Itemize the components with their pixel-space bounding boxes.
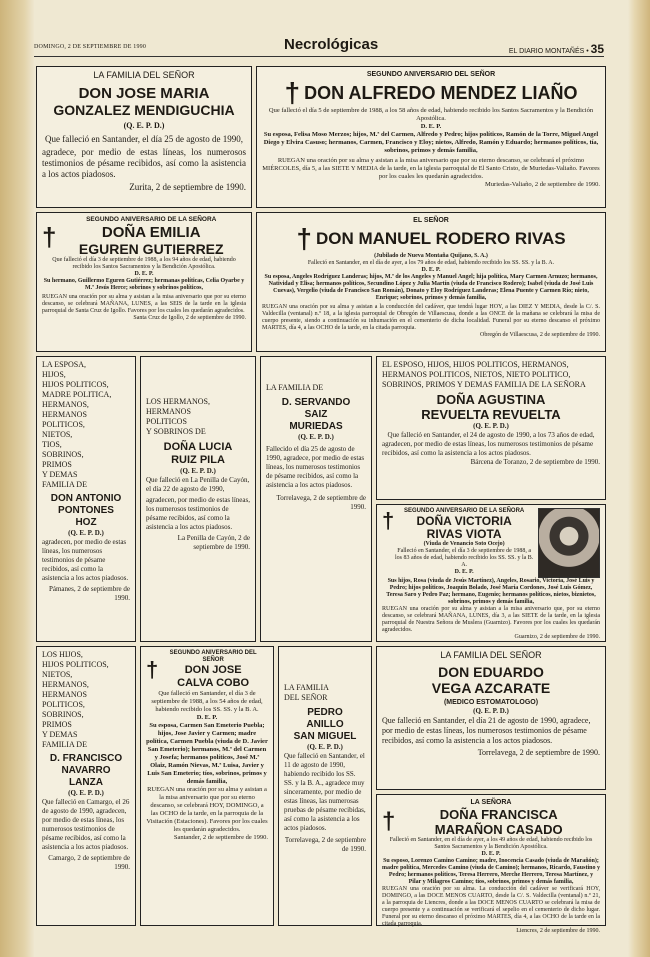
deceased-name: DOÑA LUCIA <box>163 441 233 453</box>
notice-place-date: Obregón de Villaescusa, 2 de septiembre de 1990. <box>480 332 600 338</box>
notice-family-list <box>42 360 130 490</box>
deceased-surname: MARAÑON CASADO <box>434 822 563 837</box>
deceased-surname: VEGA AZCARATE <box>431 680 551 696</box>
notice-text: Que falleció en Santander, el 11 de agosto de 1990, habiendo recibido los SS. SS. y la B. A., agradece muy sinceramente, por medio de estas líneas, las numerosas pruebas de pésame recibidas, así como la asistencia a los actos piadosos. <box>284 752 366 832</box>
deceased-name: DOÑA AGUSTINA <box>436 392 546 407</box>
notice-anniversary: EL SEÑOR <box>413 217 449 224</box>
notice-anniversary: SEGUNDO ANIVERSARIO DE LA SEÑORA <box>404 508 525 514</box>
notice-place-date: Pámanes, 2 de septiembre de 1990. <box>48 585 130 602</box>
family-line: HERMANOS, <box>42 680 89 689</box>
notice-family: Su hermano, Guillermo Eguren Gutiérrez; hermanas políticas, Celia Oyarbe y M.ª Jesús Herce; sobrinos y sobrinos políticos, <box>43 278 245 291</box>
notice-thanks: agradece, por medio de estas líneas, los numerosos testimonios de pésame recibidos, así como la asistencia a los actos piadosos. <box>42 147 246 179</box>
deceased-surname: CALVA COBO <box>177 677 250 689</box>
deceased-name: D. FRANCISCO <box>49 753 123 764</box>
notice-prayer: RUEGAN una oración por su alma y asistan a la conducción del cadáver, que tendrá lugar HOY, a las DIEZ Y MEDIA, desde la C/. S. Valdecilla (ventanal) n.º 18, a la iglesia parroquial de Obregón de Villaescusa, donde a las ONCE de la mañana se celebrará la misa de cuerpo presente, siendo a continuación su inhumación en el cementerio de dicha localidad. Funeral por su eterno descanso el próximo MARTES, día 4, a las OCHO de la tarde, en la citada parroquia. <box>262 304 600 331</box>
header-date: DOMINGO, 2 DE SEPTIEMBRE DE 1990 <box>34 44 147 50</box>
notice-text: agradecen, por medio de estas líneas, los numerosos testimonios de pésame recibidos, así como la asistencia a los actos piadosos. <box>42 538 129 582</box>
notice-place-date: Zurita, 2 de septiembre de 1990. <box>129 182 246 192</box>
notice-ruiz-pila <box>140 356 256 642</box>
notice-family-list <box>42 650 130 750</box>
notice-place-date: Camargo, 2 de septiembre de 1990. <box>48 854 130 871</box>
page-header <box>34 38 604 57</box>
family-line: Y DEMAS <box>42 470 78 479</box>
dep: D. E. P. <box>134 271 154 277</box>
deceased-photo <box>538 508 600 578</box>
family-line: TIOS, <box>42 440 62 449</box>
notice-family: LA FAMILIA DE <box>266 383 324 392</box>
notice-place-date: Torrelavega, 2 de septiembre de 1990. <box>477 748 600 757</box>
cross-icon: † <box>382 508 395 533</box>
family-line: MADRE POLITICA, <box>42 390 112 399</box>
page-right-edge <box>628 0 650 957</box>
family-line: PRIMOS <box>42 720 72 729</box>
family-line: SOBRINOS, <box>42 710 84 719</box>
notice-place-date: Muriedas-Valiaño, 2 de septiembre de 1990. <box>485 181 600 188</box>
notice-mendez-liano <box>256 66 606 208</box>
deceased-name: DON MANUEL RODERO RIVAS <box>315 229 566 248</box>
family-line: HIJOS, <box>42 370 66 379</box>
notice-prayer: RUEGAN una oración por su alma y asistan a la misa aniversario que, por su eterno descanso, se celebrará MAÑANA, LUNES, día 3, a las SIETE de la tarde, en la iglesia parroquial de Nuestra Señora de Muslera (Guarnizo). Favores por los cuales les quedarán agradecidos. <box>382 606 600 633</box>
deceased-surname: RIVAS VIOTA <box>426 527 502 541</box>
page-number: 35 <box>590 42 604 56</box>
rip: (Q. E. P. D.) <box>68 529 104 537</box>
deceased-name: DON JOSE MARIA <box>78 85 210 102</box>
notice-text: Falleció en Santander, en el día de ayer, a los 79 años de edad, habiendo recibido los SS. SS. y la B. A. <box>307 260 555 266</box>
notice-thanks: agradecen, por medio de estas líneas, los numerosos testimonios de pésame recibidos, así como la asistencia a los actos piadosos. <box>382 440 594 457</box>
notice-prayer: RUEGAN una oración por su alma y asistan a la misa aniversario que por su eterno descanso, se celebrará HOY, DOMINGO, a las OCHO de la tarde, en la parroquia de la Visitación (Estaciones). Favores por los cuales les quedarán agradecidos. <box>146 786 268 833</box>
cross-icon: † <box>296 223 312 254</box>
family-line: PRIMOS <box>42 460 72 469</box>
deceased-surname: PONTONES <box>58 505 114 516</box>
paper-name: EL DIARIO MONTAÑÉS • <box>508 48 589 55</box>
rip: (Q. E. P. D.) <box>68 789 104 797</box>
notice-text: Que falleció en Santander, el día 25 de agosto de 1990, <box>44 134 244 144</box>
notice-text: Que falleció el día 5 de septiembre de 1988, a los 58 años de edad, habiendo recibido los Santos Sacramentos y la Bendición Apostólica. <box>268 107 594 122</box>
family-line: Y DEMAS <box>42 730 78 739</box>
section-title: Necrológicas <box>284 36 379 53</box>
notice-calva-cobo <box>140 646 274 926</box>
notice-family: LA FAMILIA <box>284 683 329 692</box>
deceased-name: DON ALFREDO MENDEZ LIAÑO <box>304 82 578 103</box>
rip: (Q. E. P. D.) <box>298 433 334 441</box>
notice-family-2: DEL SEÑOR <box>284 693 328 702</box>
deceased-name: DON JOSE <box>184 664 242 676</box>
deceased-surname: REVUELTA REVUELTA <box>421 407 561 422</box>
notice-rivas-viota <box>376 504 606 642</box>
notice-place-date: La Penilla de Cayón, 2 de septiembre de 1990. <box>177 534 250 551</box>
notice-text: Que falleció el día 3 de septiembre de 1988, a los 94 años de edad, habiendo recibido los Santos Sacramentos y la Bendición Apostólica. <box>52 257 236 270</box>
notice-text: Falleció en Santander, el día 3 de septiembre de 1988, a los 83 años de edad, habiendo recibido los SS. SS. y la B. A. <box>394 548 534 568</box>
notice-prayer: RUEGAN una oración por su alma y asistan a la misa aniversario que por su eterno descanso, se celebrará el próximo MIÉRCOLES, día 5, a las SIETE Y MEDIA de la tarde, en la iglesia parroquial de El Santo Cristo, de Muriedas-Valiaño. Favores por los cuales les quedarán agradecidos. <box>262 157 600 180</box>
notice-text: Falleció en Santander, en el día de ayer, a los 49 años de edad, habiendo recibido los Santos Sacramentos y la Bendición Apostólica. <box>389 837 593 850</box>
family-line: HERMANOS <box>42 690 87 699</box>
cross-icon: † <box>146 657 159 682</box>
deceased-name: DON ANTONIO <box>50 493 122 504</box>
notice-thanks: agradecen, por medio de estas líneas, los numerosos testimonios de pésame recibidos, así como la asistencia a los actos piadosos. <box>146 496 250 531</box>
deceased-surname-2: LANZA <box>69 777 103 788</box>
notice-family-list <box>146 397 250 437</box>
notice-family: Su esposo, Lorenzo Camino Camino; madre, Inocencia Casado (viuda de Marañón); madre política, Mercedes Camino (viuda de Camino); hermanos, Ricardo, Faustino y Pedro; hermanos políticos, Teresa Herrero, Merche Herrero, Teresa Martínez, y Pilar y Milagros Camino; tíos, sobrinos, primos y demás familia, <box>382 858 600 885</box>
notice-text: Fallecido el día 25 de agosto de 1990, agradece, por medio de estas líneas, los numerosos testimonios de pésame recibidos, así como la asistencia a los actos piadosos. <box>266 445 365 489</box>
notice-text: Que falleció en Camargo, el 26 de agosto de 1990, agradecen, por medio de estas líneas, los numerosos testimonios de pésame recibidos, así como la asistencia a los actos piadosos. <box>42 798 130 851</box>
deceased-name: DON EDUARDO <box>438 664 544 680</box>
deceased-surname-2: HOZ <box>75 517 97 528</box>
notice-pontones-hoz <box>36 356 136 642</box>
notice-anniversary: LA SEÑORA <box>470 799 512 806</box>
deceased-name: PEDRO <box>307 707 343 718</box>
rip: (Q. E. P. D.) <box>473 422 509 430</box>
notice-place-date: Liencres, 2 de septiembre de 1990. <box>516 928 600 934</box>
deceased-surname: GONZALEZ MENDIGUCHIA <box>53 102 235 118</box>
deceased-name: DOÑA VICTORIA <box>416 514 512 528</box>
family-line: NIETOS, <box>42 670 73 679</box>
notice-place-date: Torrelavega, 2 de septiembre de 1990. <box>276 494 366 511</box>
notice-text: Que falleció en La Penilla de Cayón, el día 22 de agosto de 1990, <box>146 476 250 493</box>
dep: D. E. P. <box>454 569 474 575</box>
deceased-name: D. SERVANDO <box>281 397 351 408</box>
family-line: HERMANOS, <box>42 400 89 409</box>
dep: D. E. P. <box>481 851 501 857</box>
family-line: Y SOBRINOS DE <box>146 427 206 436</box>
rip: (Q. E. P. D.) <box>123 121 165 130</box>
notice-place-date: Bárcena de Toranzo, 2 de septiembre de 1990. <box>470 458 600 466</box>
notice-prayer: RUEGAN una oración por su alma y asistan a la misa aniversario que por su eterno descanso, se celebrará MAÑANA, LUNES, a las SEIS de la tarde en la iglesia parroquial de Santa Cruz de Igollo. Favores por los cuales les quedarán agradecidos. <box>42 294 246 314</box>
deceased-note: (Viuda de Venancio Soto Ocejo) <box>423 541 505 547</box>
notice-anillo-san-miguel <box>278 646 372 926</box>
notice-family: Su esposa, Carmen San Emeterio Puebla; hijos, Jose Javier y Carmen; madre política, Carmen Puebla (viuda de D. Javier San Emeterio); hermanos, M.ª del Carmen y Josefa; hermanos políticos, José M.ª Olaiz, Ramón Nievas, M.ª Luisa, Javier y Luis San Emeterio; tíos, sobrinos, primos y demás familia, <box>146 722 268 785</box>
family-line: FAMILIA DE <box>42 740 87 749</box>
header-paper <box>509 42 604 56</box>
notice-family: LA FAMILIA DEL SEÑOR <box>93 70 195 80</box>
rip: (Q. E. P. D.) <box>180 467 216 475</box>
family-line: POLITICOS, <box>42 700 85 709</box>
dep: D. E. P. <box>196 714 218 721</box>
deceased-surname: RUIZ PILA <box>171 454 225 466</box>
notice-family: Su esposa, Angeles Rodríguez Landeras; hijos, M.ª de los Angeles y Manuel Angel; hija política, Mary Carmen Arnuzo; hermanos, Natividad y Elisa; hermanos políticos, Secundino López y Julia Martín (viuda de Francisco Rodero); Isabel (viuda de José Luis Cuevas), Vergelio (viuda de Francisco San Román), Donato y Eloy Rodríguez Landeras; Elena Puente y Carmen Río; nieto, Enrique; sobrinos, primos y demás familia, <box>264 274 598 301</box>
notice-text: Que falleció en Santander, el día 21 de agosto de 1990, agradece, por medio de estas líneas, los numerosos testimonios de pésame recibidos, así como la asistencia a los actos piadosos. <box>382 716 591 745</box>
deceased-surname-2: SAN MIGUEL <box>293 731 357 742</box>
rip: (Q. E. P. D.) <box>307 743 343 751</box>
notice-text: Que falleció en Santander, el 24 de agosto de 1990, a los 73 años de edad, <box>387 431 595 439</box>
notice-anniversary: SEGUNDO ANIVERSARIO DEL SEÑOR <box>366 71 496 78</box>
notice-family: EL ESPOSO, HIJOS, HIJOS POLITICOS, HERMANOS, HERMANOS POLITICOS, NIETOS, NIETO POLITICO, SOBRINOS, PRIMOS Y DEMAS FAMILIA DE LA SEÑORA <box>382 360 586 389</box>
dep: D. E. P. <box>421 267 441 273</box>
family-line: POLITICOS, <box>42 420 85 429</box>
family-line: LA ESPOSA, <box>42 360 87 369</box>
notice-family: Su esposa, Felisa Moso Merzos; hijos, M.ª del Carmen, Alfredo y Pedro; hijos políticos, Ramón de la Torre, Miguel Angel Diego y Elvira Casuso; hermanos, Carmen, Francisco y Eloy; nietos, Alfredo, Ramón y Eduardo; hermanos políticos, tía, sobrinos, primos y demás familia, <box>263 131 599 154</box>
notice-anniversary: SEGUNDO ANIVERSARIO DE LA SEÑORA <box>86 216 217 223</box>
notice-place-date: Santander, 2 de septiembre de 1990. <box>173 834 268 841</box>
deceased-occupation: (Jubilado de Nueva Montaña Quijano, S. A.) <box>374 253 488 259</box>
deceased-surname: SAIZ <box>304 409 328 420</box>
notice-family: LA FAMILIA DEL SEÑOR <box>440 650 542 660</box>
cross-icon: † <box>42 221 57 252</box>
notice-eguren-gutierrez <box>36 212 252 352</box>
family-line: HIJOS POLITICOS, <box>42 660 109 669</box>
notice-text: Que falleció en Santander, el día 3 de septiembre de 1988, a los 54 años de edad, habiendo recibido los SS. SS. y la B. A. <box>151 690 263 713</box>
deceased-surname-2: MURIEDAS <box>289 421 343 432</box>
family-line: HERMANOS <box>42 410 87 419</box>
family-line: LOS HERMANOS, <box>146 397 211 406</box>
notice-gonzalez-mendiguchia <box>36 66 252 208</box>
notice-anniversary: SEGUNDO ANIVERSARIO DEL SEÑOR <box>169 650 257 663</box>
family-line: FAMILIA DE <box>42 480 87 489</box>
deceased-surname: NAVARRO <box>61 765 111 776</box>
family-line: HIJOS POLITICOS, <box>42 380 109 389</box>
notice-revuelta-revuelta <box>376 356 606 500</box>
rip: (Q. E. P. D.) <box>473 707 509 715</box>
deceased-occupation: (MEDICO ESTOMATOLOGO) <box>443 699 539 706</box>
notice-place-date: Guarnizo, 2 de septiembre de 1990. <box>514 634 600 640</box>
deceased-name: DOÑA EMILIA <box>101 224 201 241</box>
family-line: HERMANOS <box>146 407 191 416</box>
notice-place-date: Torrelavega, 2 de septiembre de 1990. <box>284 836 366 853</box>
notice-prayer: RUEGAN una oración por su alma. La conducción del cadáver se verificará HOY, DOMINGO, a las DOCE MENOS CUARTO, desde la C/. S. Valdecilla (ventanal) n.º 21, a la parroquia de Liencres, donde a las DOCE MENOS CUARTO se celebrará la misa de cuerpo presente y a continuación se verificará el sepelio en el cementerio de dicho lugar. Funeral por su eterno descanso el próximo MARTES, día 4, a las OCHO de la tarde en la citada parroquia. <box>382 886 600 927</box>
family-line: NIETOS, <box>42 430 73 439</box>
dep: D. E. P. <box>420 123 442 130</box>
notice-place-date: Santa Cruz de Igollo, 2 de septiembre de 1990. <box>133 315 246 321</box>
family-line: POLITICOS <box>146 417 187 426</box>
cross-icon: † <box>284 77 301 108</box>
deceased-surname: EGUREN GUTIERREZ <box>78 241 224 257</box>
notice-rodero-rivas <box>256 212 606 352</box>
deceased-surname: ANILLO <box>306 719 344 730</box>
deceased-name: DOÑA FRANCISCA <box>439 807 558 822</box>
notice-saiz-muriedas <box>260 356 372 642</box>
cross-icon: † <box>382 808 396 835</box>
notice-vega-azcarate <box>376 646 606 790</box>
family-line: SOBRINOS, <box>42 450 84 459</box>
family-line: LOS HIJOS, <box>42 650 83 659</box>
page-left-edge <box>0 0 34 957</box>
notice-maranon-casado <box>376 794 606 934</box>
notice-navarro-lanza <box>36 646 136 926</box>
notice-family: Sus hijos, Rosa (viuda de Jesús Martínez), Angeles, Rosario, Victoria, José Luis y Pedro; hijos políticos, Joaquín Bolado, José María Cordones, José Luis Gómez, Teresa Saro y Pedro Paz; hermano, Eugenio; hermanos políticos, nietos, biznietos, sobrinos, primos y demás familia, <box>386 578 596 605</box>
